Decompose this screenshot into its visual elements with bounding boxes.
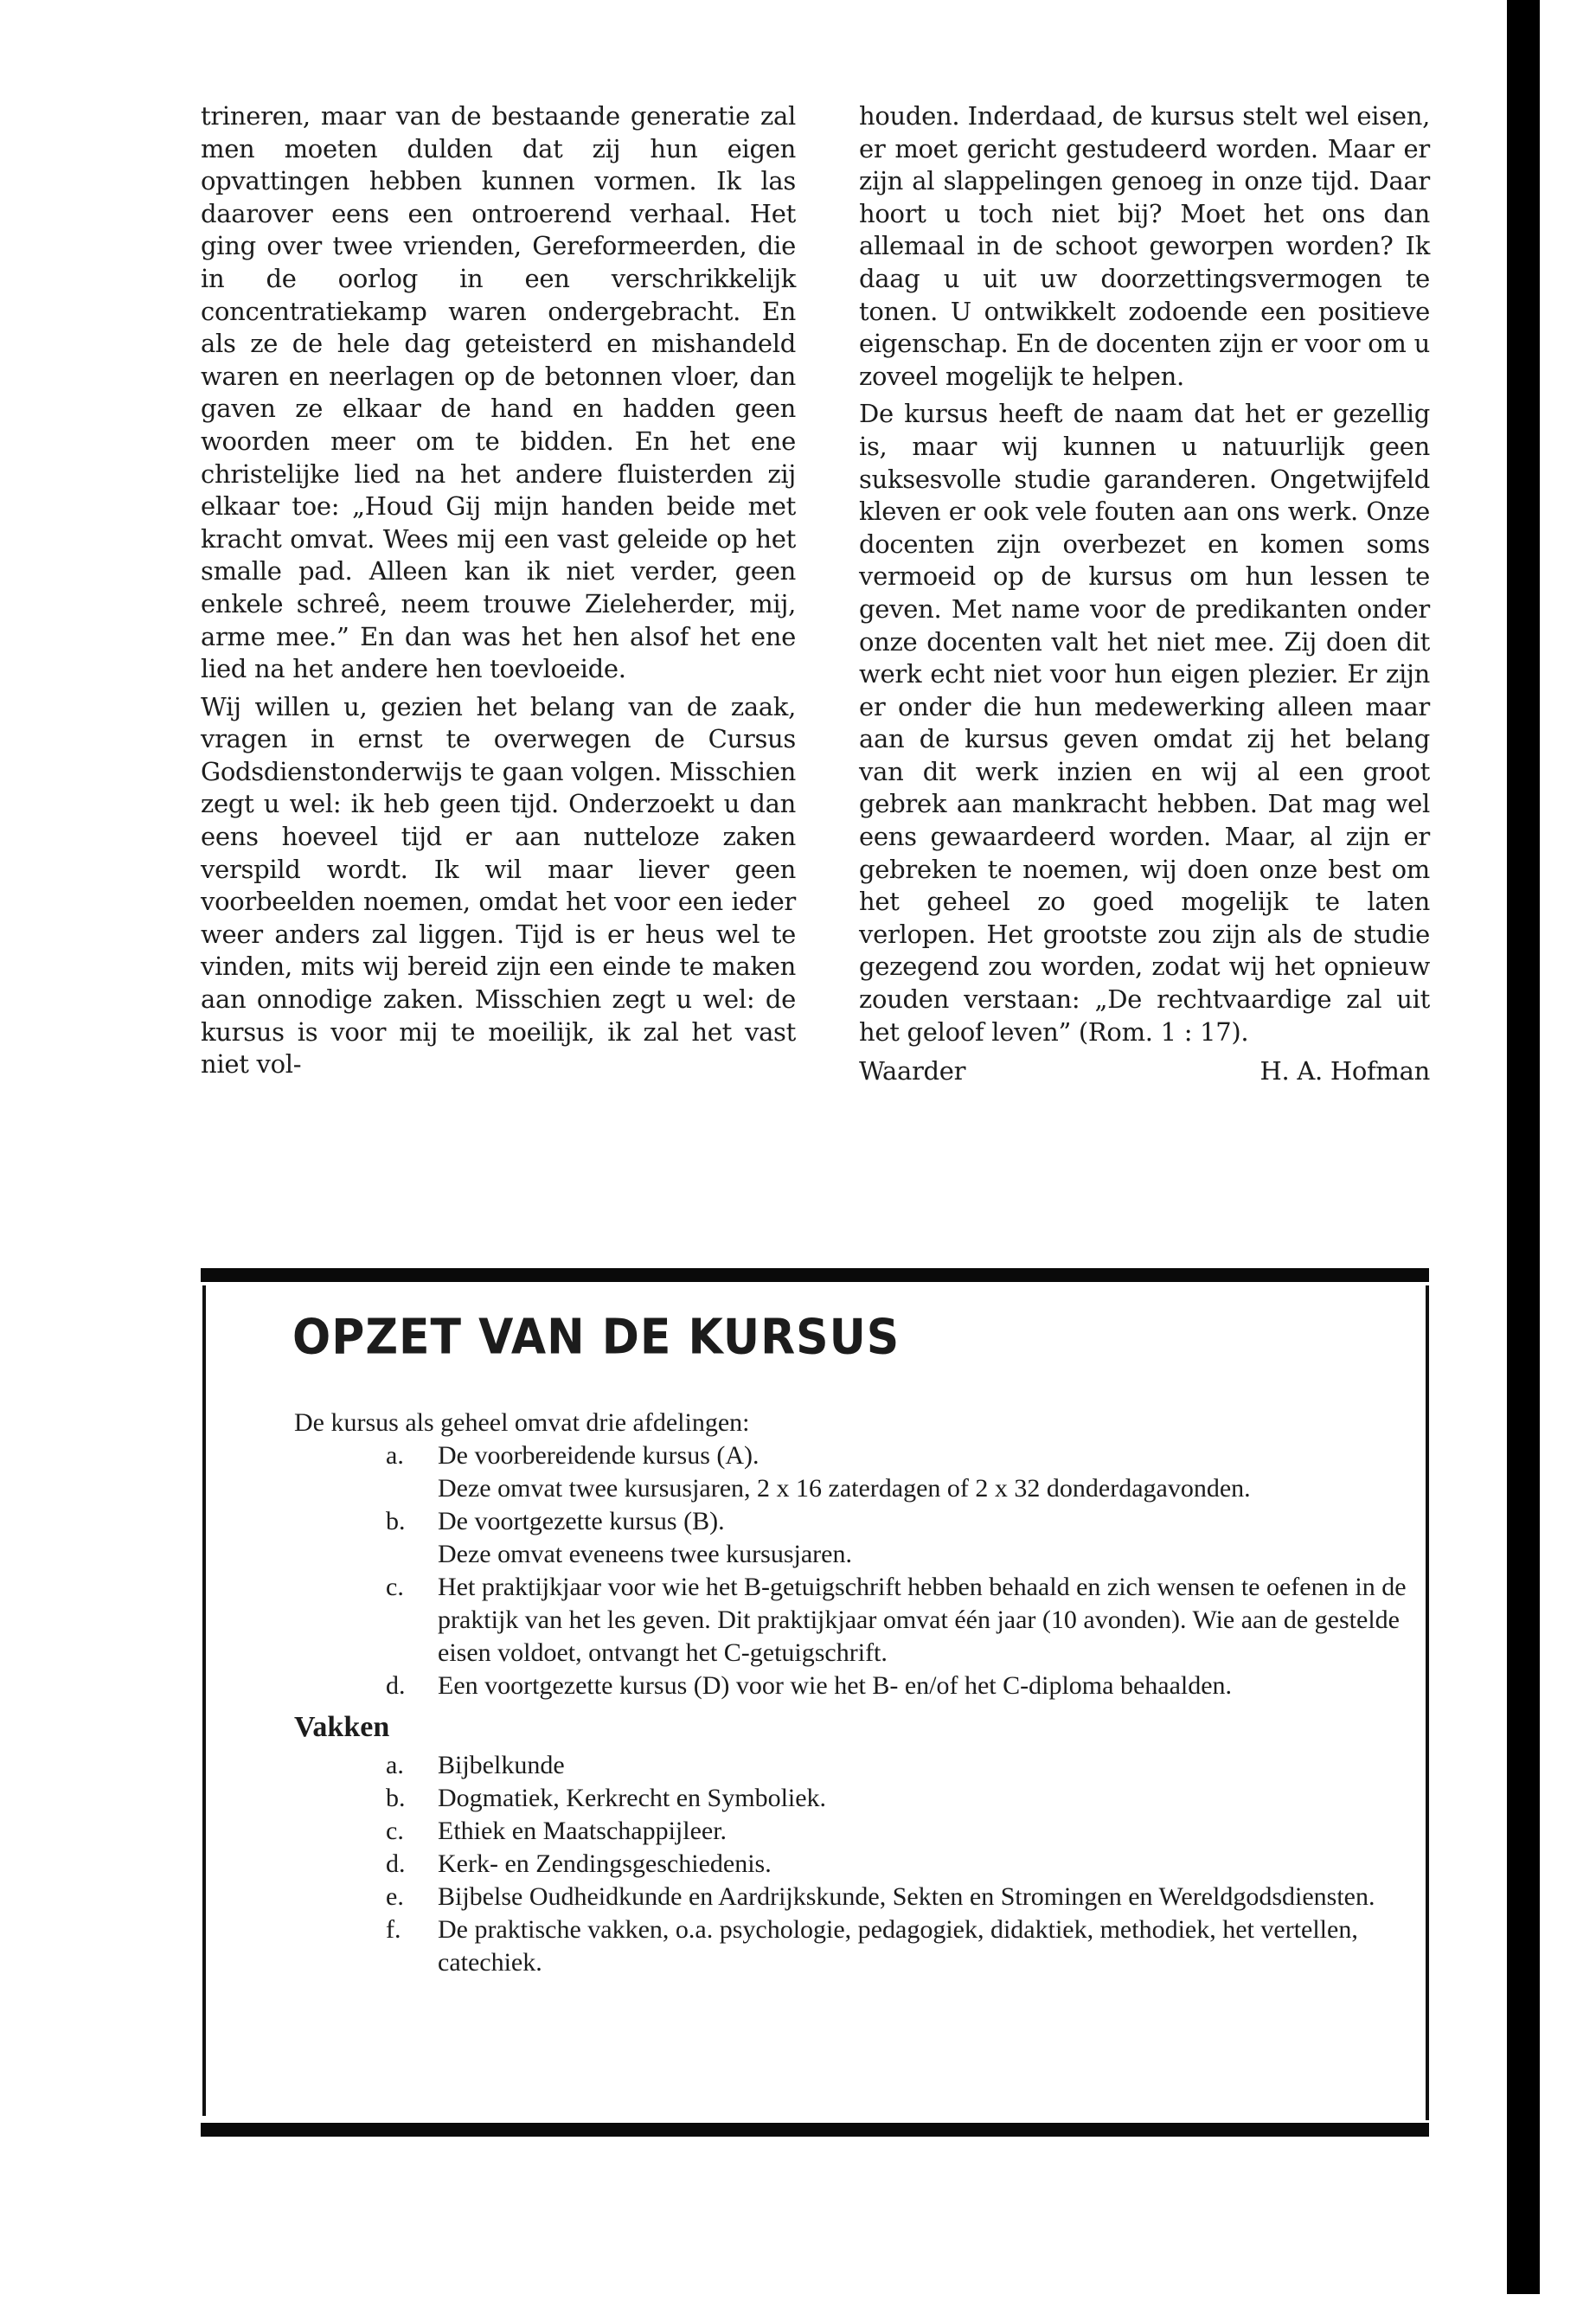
list-item-text: De praktische vakken, o.a. psychologie, pedagogiek, didaktiek, methodiek, het vertellen, catechiek. xyxy=(438,1915,1358,1977)
signature-place: Waarder xyxy=(859,1056,966,1086)
box-right-rule xyxy=(1426,1285,1429,2120)
list-item-text: Deze omvat eveneens twee kursusjaren. xyxy=(438,1540,852,1568)
box-title: OPZET VAN DE KURSUS xyxy=(292,1309,901,1366)
box-intro: De kursus als geheel omvat drie afdelingen: xyxy=(294,1408,750,1437)
paragraph: houden. Inderdaad, de kursus stelt wel eisen, er moet gericht gestudeerd worden. Maar er zijn al slappelingen genoeg in onze tijd. Daar hoort u toch niet bij? Moet het ons dan allemaal in de schoot geworpen worden? Ik daag u uit uw doorzettingsvermogen te tonen. U ontwikkelt zodoende een positieve eigenschap. En de docenten zijn er voor om u zoveel mogelijk te helpen. xyxy=(859,101,1430,391)
paragraph: trineren, maar van de bestaande generatie zal men moeten dulden dat zij hun eigen opvattingen hebben kunnen vormen. Ik las daarover eens een ontroerend verhaal. Het ging over twee vrienden, Gereformeerden, die in de oorlog in een verschrikkelijk concentratiekamp waren ondergebracht. En als ze de hele dag geteisterd en mishandeld waren en neerlagen op de betonnen vloer, dan gaven ze elkaar de hand en hadden geen woorden meer om te bidden. En het ene christelijke lied na het andere fluisterden zij elkaar toe: „Houd Gij mijn handen beide met kracht omvat. Wees mij een vast geleide op het smalle pad. Alleen kan ik niet verder, geen enkele schreê, neem trouwe Zieleherder, mij, arme mee.” En dan was het hen alsof het ene lied na het andere hen toevloeide. xyxy=(201,101,796,684)
box-bottom-rule xyxy=(201,2123,1429,2137)
list-item xyxy=(294,1505,1410,1571)
list-item-text: Het praktijkjaar voor wie het B-getuigschrift hebben behaald en zich wensen te oefenen in de praktijk van het les geven. Dit praktijkjaar omvat één jaar (10 avonden). Wie aan de gestelde eisen voldoet, ontvangt het C-getuigschrift. xyxy=(438,1573,1407,1667)
list-item-text: Dogmatiek, Kerkrecht en Symboliek. xyxy=(438,1784,827,1812)
list-item xyxy=(294,1815,1410,1848)
box-top-rule xyxy=(201,1268,1429,1282)
list-marker: c. xyxy=(386,1817,404,1845)
list-item xyxy=(294,1913,1410,1979)
signature xyxy=(859,1055,1430,1088)
list-marker: a. xyxy=(386,1441,404,1470)
list-item xyxy=(294,1749,1410,1782)
list-item-text: Bijbelkunde xyxy=(438,1751,565,1779)
list-marker: a. xyxy=(386,1751,404,1779)
box-content xyxy=(294,1311,1410,1979)
list-marker: d. xyxy=(386,1849,406,1878)
list-item-text: Een voortgezette kursus (D) voor wie het B- en/of het C-diploma behaalden. xyxy=(438,1671,1233,1700)
list-item-text: Deze omvat twee kursusjaren, 2 x 16 zaterdagen of 2 x 32 donderdagavonden. xyxy=(438,1474,1251,1503)
box-left-rule xyxy=(202,1285,206,2116)
list-item xyxy=(294,1670,1410,1702)
list-item-text: De voorbereidende kursus (A). xyxy=(438,1441,760,1470)
scan-edge-bar xyxy=(1507,0,1540,2294)
list-marker: e. xyxy=(386,1882,404,1911)
list-item-text: De voortgezette kursus (B). xyxy=(438,1507,725,1535)
list-marker: b. xyxy=(386,1784,406,1812)
left-column xyxy=(201,100,796,1081)
list-item xyxy=(294,1439,1410,1505)
vakken-list xyxy=(294,1749,1410,1979)
list-marker: d. xyxy=(386,1671,406,1700)
paragraph: De kursus heeft de naam dat het er gezellig is, maar wij kunnen u natuurlijk geen suksesvolle studie garanderen. Ongetwijfeld kleven er ook vele fouten aan ons werk. Onze docenten zijn overbezet en komen soms vermoeid op de kursus om hun lessen te geven. Met name voor de predikanten onder onze docenten valt het niet mee. Zij doen dit werk echt niet voor hun eigen plezier. Er zijn er onder die hun medewerking alleen maar aan de kursus geven omdat zij het belang van dit werk inzien en wij al een groot gebrek aan mankracht hebben. Dat mag wel eens gewaardeerd worden. Maar, al zijn er gebreken te noemen, wij doen onze best om het geheel zo goed mogelijk te laten verlopen. Het grootste zou zijn als de studie gezegend zou worden, zodat wij het opnieuw zouden verstaan: „De rechtvaardige zal uit het geloof leven” (Rom. 1 : 17). xyxy=(859,399,1430,1047)
list-item xyxy=(294,1881,1410,1913)
course-outline-box xyxy=(201,1268,1429,2137)
signature-author: H. A. Hofman xyxy=(1259,1056,1430,1086)
list-item-text: Ethiek en Maatschappijleer. xyxy=(438,1817,727,1845)
paragraph: Wij willen u, gezien het belang van de zaak, vragen in ernst te overwegen de Cursus Godsdienstonderwijs te gaan volgen. Misschien zegt u wel: ik heb geen tijd. Onderzoekt u dan eens hoeveel tijd er aan nutteloze zaken verspild wordt. Ik wil maar liever geen voorbeelden noemen, omdat het voor een ieder weer anders zal liggen. Tijd is er heus wel te vinden, mits wij bereid zijn een einde te maken aan onnodige zaken. Misschien zegt u wel: de kursus is voor mij te moeilijk, ik zal het vast niet vol- xyxy=(201,691,796,1080)
list-item xyxy=(294,1848,1410,1881)
list-marker: f. xyxy=(386,1915,401,1944)
right-column xyxy=(859,100,1430,1088)
list-item xyxy=(294,1571,1410,1670)
afdelingen-list xyxy=(294,1439,1410,1702)
list-marker: c. xyxy=(386,1573,404,1601)
list-item xyxy=(294,1782,1410,1815)
list-item-text: Kerk- en Zendingsgeschiedenis. xyxy=(438,1849,772,1878)
vakken-heading: Vakken xyxy=(294,1711,390,1743)
list-item-text: Bijbelse Oudheidkunde en Aardrijkskunde, Sekten en Stromingen en Wereldgodsdiensten. xyxy=(438,1882,1375,1911)
list-marker: b. xyxy=(386,1507,406,1535)
